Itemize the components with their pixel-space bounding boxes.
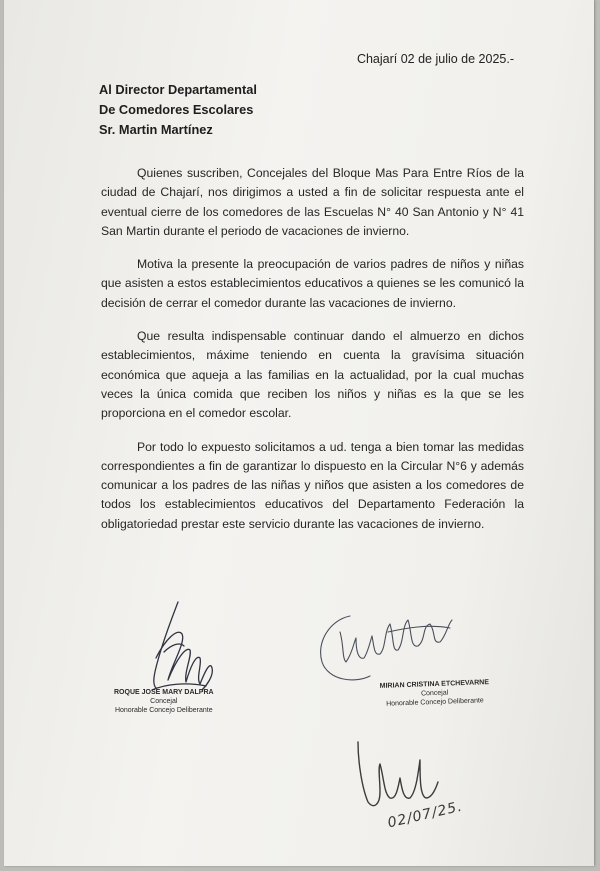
signature-2-drawing <box>310 602 460 692</box>
recipient-line-2: De Comedores Escolares <box>99 102 254 117</box>
letter-page <box>4 0 594 866</box>
recipient-block <box>99 80 257 140</box>
signature-2-name: MIRIAN CRISTINA ETCHEVARNE <box>379 679 490 690</box>
letter-body <box>101 164 524 548</box>
recipient-line-3: Sr. Martin Martínez <box>99 122 213 137</box>
signature-1-drawing <box>142 598 222 698</box>
signature-1-institution: Honorable Concejo Deliberante <box>114 707 213 714</box>
body-paragraph-2: Motiva la presente la preocupación de varios padres de niños y niñas que asisten a estos establecimientos educativos a quienes se les comunicó la decisión de cerrar el comedor durante las vacaciones de invierno. <box>101 257 524 310</box>
body-paragraph-3: Que resulta indispensable continuar dando el almuerzo en dichos establecimientos, máxime teniendo en cuenta la gravísima situación económica que aqueja a las familias en la actualidad, por la cual muchas veces la única comida que reciben los niños y niñas es la que se les proporciona en el comedor escolar. <box>101 329 524 421</box>
body-paragraph-1: Quienes suscriben, Concejales del Bloque Mas Para Entre Ríos de la ciudad de Chajarí, nos dirigimos a usted a fin de solicitar respuesta ante el eventual cierre de los comedores de las Escuelas N° 40 San Antonio y N° 41 San Martin durante el periodo de vacaciones de invierno. <box>101 166 524 238</box>
recipient-line-1: Al Director Departamental <box>99 82 257 97</box>
body-paragraph-4: Por todo lo expuesto solicitamos a ud. tenga a bien tomar las medidas correspondientes a fin de garantizar lo dispuesto en la Circular N°6 y además comunicar a los padres de las niñas y niños que asisten a los comedores de todos los establecimientos educativos del Departamento Federación la obligatoriedad prestar este servicio durante las vacaciones de invierno. <box>101 439 524 531</box>
signature-2-institution: Honorable Concejo Deliberante <box>386 697 484 708</box>
received-handwritten-date: 02/07/25. <box>386 798 465 832</box>
letter-date: Chajarí 02 de julio de 2025.- <box>356 52 514 66</box>
signature-1-block <box>114 688 214 715</box>
signature-2-block <box>380 678 490 709</box>
signature-1-name: ROQUE JOSE MARY DALPRA <box>114 689 214 696</box>
signature-1-role: Concejal <box>150 698 178 705</box>
signature-2-role: Concejal <box>420 689 449 698</box>
